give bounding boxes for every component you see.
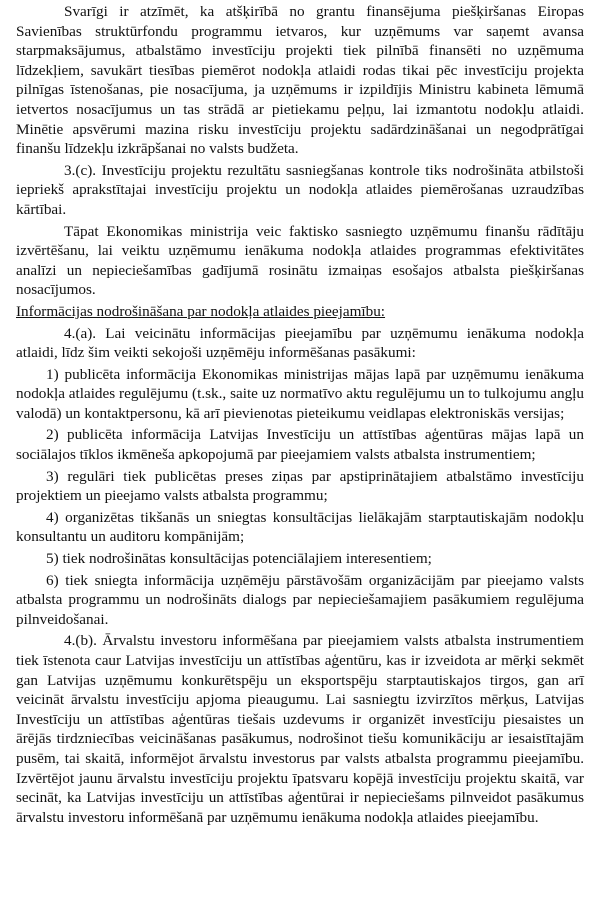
list-item-6: 6) tiek sniegta informācija uzņēmēju pārstāvošām organizācijām par pieejamo valsts atbalsta programmu un nodrošināts dialogs par nepieciešamajiem pasākumiem regulējuma pilnveidošanai. xyxy=(16,571,584,628)
paragraph-risk-mitigation: Svarīgi ir atzīmēt, ka atšķirībā no grantu finansējuma piešķiršanas Eiropas Savienības struktūrfondu programmu ietvaros, kur uzņēmums var saņemt avansa starpmaksājumus, atbalstāmo investīciju projekti tiek pilnībā finansēti no uzņēmuma līdzekļiem, savukārt tiesības piemērot nodokļa atlaidi rodas tikai pēc investīciju projekta pilnīgas īstenošanas, pie nosacījuma, ja uzņēmums ir izpildījis Ministru kabineta lēmumā ietvertos nosacījumus un tas strādā ar pietiekamu peļņu, lai izmantotu nodokļu atlaidi. Minētie apsvērumi mazina risku investīciju projektu sadārdzināšanai un negodprātīgai finanšu līdzekļu izkrāpšanai no valsts budžeta. xyxy=(16,3,584,158)
section-heading-information: Informācijas nodrošināšana par nodokļa atlaides pieejamību: xyxy=(16,302,386,320)
paragraph-4b-foreign-investors: 4.(b). Ārvalstu investoru informēšana par pieejamiem valsts atbalsta instrumentiem tiek īstenota caur Latvijas investīciju un attīstības aģentūru, kas ir izveidota ar mērķi sekmēt gan Latvijas uzņēmumu konkurētspēju un eksportspēju starptautiskajos tirgos, gan arī veicināt ārvalstu investīciju apjoma pieaugumu. Lai sasniegtu izvirzītos mērķus, Latvijas Investīciju un attīstības aģentūras tiešais uzdevums ir organizēt investīciju piesaistes un ārējās tirdzniecības veicināšanas pasākumus, nodrošinot tiešu komunikāciju ar iesaistītajām pusēm, tai skaitā, informējot ārvalstu investorus par valsts atbalsta programmu pieejamību. Izvērtējot jaunu ārvalstu investīciju projektu īpatsvaru kopējā investīciju projektu skaitā, var secināt, ka Latvijas investīciju un attīstības aģentūrai ir nepieciešams pilnveidot pasākumus ārvalstu investoru informēšanā par uzņēmumu ienākuma nodokļa atlaides pieejamību. xyxy=(16,632,584,826)
paragraph-4a-intro: 4.(a). Lai veicinātu informācijas pieejamību par uzņēmumu ienākuma nodokļa atlaidi, līdz šim veikti sekojoši uzņēmēju informēšanas pasākumi: xyxy=(16,324,584,362)
paragraph-ministry-evaluation: Tāpat Ekonomikas ministrija veic faktisko sasniegto uzņēmumu finanšu rādītāju izvērtēšanu, lai veiktu uzņēmumu ienākuma nodokļa atlaides programmas efektivitātes analīzi un nepieciešamības gadījumā rosinātu izmaiņas esošajos atbalsta piešķiršanas nosacījumos. xyxy=(16,222,584,299)
list-item-4: 4) organizētas tikšanās un sniegtas konsultācijas lielākajām starptautiskajām nodokļu konsultantu un auditoru kompānijām; xyxy=(16,508,584,546)
paragraph-3c-control: 3.(c). Investīciju projektu rezultātu sasniegšanas kontrole tiks nodrošināta atbilstoši iepriekš aprakstītajai investīciju projektu un nodokļa atlaides piemērošanas uzraudzības kārtībai. xyxy=(16,161,584,218)
list-item-1: 1) publicēta informācija Ekonomikas ministrijas mājas lapā par uzņēmumu ienākuma nodokļa atlaides regulējumu (t.sk., saite uz normatīvo aktu regulējumu un to tulkojumu angļu valodā) un kontaktpersonu, kā arī pievienotas pieteikumu veidlapas elektroniskās versijas; xyxy=(16,365,584,422)
list-item-5: 5) tiek nodrošinātas konsultācijas potenciālajiem interesentiem; xyxy=(46,550,432,568)
list-item-3: 3) regulāri tiek publicētas preses ziņas par apstiprinātajiem atbalstāmo investīciju projektiem un pieejamo valsts atbalsta programmu; xyxy=(16,467,584,505)
list-item-2: 2) publicēta informācija Latvijas Investīciju un attīstības aģentūras mājas lapā un sociālajos tīklos ikmēneša apkopojumā par pieejamiem valsts atbalsta instrumentiem; xyxy=(16,426,584,464)
